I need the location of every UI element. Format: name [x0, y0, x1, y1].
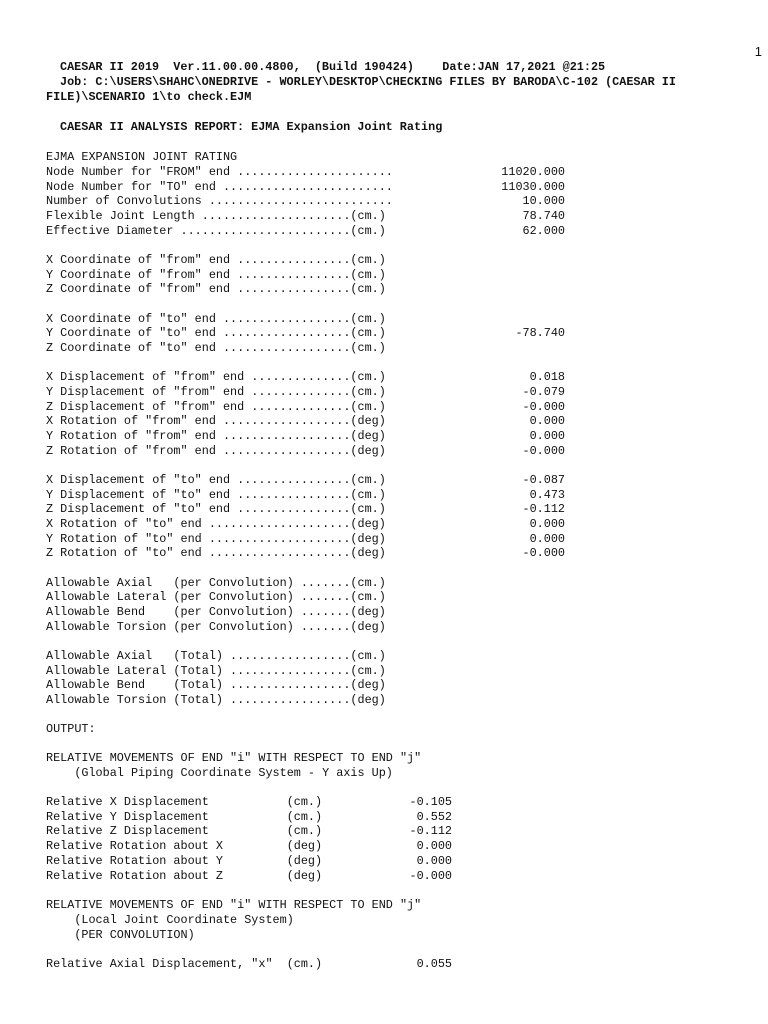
relative-global-subtitle: (Global Piping Coordinate System - Y axis Up): [46, 766, 393, 780]
relative-local-title: RELATIVE MOVEMENTS OF END "i" WITH RESPECT TO END "j": [46, 898, 422, 912]
rating-row-label: Allowable Bend (per Convolution) .......(deg): [46, 605, 386, 619]
rating-row-value: 0.000: [529, 532, 565, 546]
rating-row-label: X Coordinate of "to" end ..................(cm.): [46, 312, 386, 326]
rating-row-label: X Rotation of "to" end ....................(deg): [46, 517, 386, 531]
rating-row-value: 10.000: [522, 194, 565, 208]
relative-global-row-value: -0.000: [409, 869, 452, 883]
rating-row-label: Flexible Joint Length .....................(cm.): [46, 209, 386, 223]
relative-global-row-value: -0.105: [409, 795, 452, 809]
rating-row-label: X Displacement of "to" end ................(cm.): [46, 473, 386, 487]
rating-row-label: Y Displacement of "from" end ..............(cm.): [46, 385, 386, 399]
relative-global-row-value: 0.552: [416, 810, 452, 824]
section-title: EJMA EXPANSION JOINT RATING: [46, 150, 238, 164]
relative-global-row-label: Relative Y Displacement (cm.): [46, 810, 323, 824]
rating-row-label: Allowable Axial (Total) .................(cm.): [46, 649, 386, 663]
relative-global-row-value: 0.000: [416, 839, 452, 853]
relative-global-row-label: Relative Z Displacement (cm.): [46, 824, 323, 838]
rating-row-label: Allowable Bend (Total) .................(deg): [46, 678, 386, 692]
rating-row-value: -0.000: [522, 400, 565, 414]
header-job-line: Job: C:\USERS\SHAHC\ONEDRIVE - WORLEY\DESKTOP\CHECKING FILES BY BARODA\C-102 (CAESAR II: [60, 75, 676, 89]
relative-local-row-value: 0.055: [416, 957, 452, 971]
relative-local-subtitle-2: (PER CONVOLUTION): [46, 928, 195, 942]
rating-row-value: 62.000: [522, 224, 565, 238]
rating-row-label: Z Displacement of "to" end ................(cm.): [46, 502, 386, 516]
rating-row-value: 0.000: [529, 429, 565, 443]
rating-row-value: -78.740: [515, 326, 565, 340]
rating-row-label: Number of Convolutions ..........................: [46, 194, 393, 208]
relative-global-row-value: -0.112: [409, 824, 452, 838]
rating-row-value: 11030.000: [501, 180, 565, 194]
rating-row-label: X Displacement of "from" end ..............(cm.): [46, 370, 386, 384]
rating-row-value: -0.079: [522, 385, 565, 399]
rating-row-value: -0.000: [522, 444, 565, 458]
rating-row-label: Allowable Torsion (Total) .................(deg): [46, 693, 386, 707]
report-title: CAESAR II ANALYSIS REPORT: EJMA Expansion Joint Rating: [60, 120, 443, 134]
rating-row-label: Z Rotation of "from" end ..................(deg): [46, 444, 386, 458]
rating-row-label: Y Coordinate of "from" end ................(cm.): [46, 268, 386, 282]
rating-row-label: Effective Diameter ........................(cm.): [46, 224, 386, 238]
rating-row-value: 0.018: [529, 370, 565, 384]
rating-row-value: -0.087: [522, 473, 565, 487]
rating-row-label: Y Coordinate of "to" end ..................(cm.): [46, 326, 386, 340]
rating-row-label: X Coordinate of "from" end ................(cm.): [46, 253, 386, 267]
rating-row-label: X Rotation of "from" end ..................(deg): [46, 414, 386, 428]
page-number: 1: [754, 44, 762, 59]
rating-row-label: Y Displacement of "to" end ................(cm.): [46, 488, 386, 502]
rating-row-label: Allowable Lateral (Total) .................(cm.): [46, 664, 386, 678]
header-job-line-cont: FILE)\SCENARIO 1\to check.EJM: [46, 90, 252, 104]
relative-global-row-label: Relative X Displacement (cm.): [46, 795, 323, 809]
rating-row-label: Y Rotation of "to" end ....................(deg): [46, 532, 386, 546]
relative-global-row-label: Relative Rotation about X (deg): [46, 839, 323, 853]
rating-row-label: Node Number for "FROM" end ......................: [46, 165, 393, 179]
rating-row-value: -0.000: [522, 546, 565, 560]
rating-row-label: Z Coordinate of "from" end ................(cm.): [46, 282, 386, 296]
relative-global-title: RELATIVE MOVEMENTS OF END "i" WITH RESPECT TO END "j": [46, 751, 422, 765]
output-label: OUTPUT:: [46, 722, 96, 736]
relative-global-row-label: Relative Rotation about Y (deg): [46, 854, 323, 868]
rating-row-label: Y Rotation of "from" end ..................(deg): [46, 429, 386, 443]
rating-row-label: Allowable Axial (per Convolution) .......(cm.): [46, 576, 386, 590]
rating-row-value: 0.473: [529, 488, 565, 502]
rating-row-value: -0.112: [522, 502, 565, 516]
rating-row-value: 0.000: [529, 517, 565, 531]
rating-row-label: Allowable Torsion (per Convolution) .......(deg): [46, 620, 386, 634]
rating-row-value: 0.000: [529, 414, 565, 428]
header-program-line: CAESAR II 2019 Ver.11.00.00.4800, (Build 190424) Date:JAN 17,2021 @21:25: [60, 60, 606, 74]
rating-row-label: Z Displacement of "from" end ..............(cm.): [46, 400, 386, 414]
rating-row-label: Z Coordinate of "to" end ..................(cm.): [46, 341, 386, 355]
rating-row-label: Z Rotation of "to" end ....................(deg): [46, 546, 386, 560]
relative-local-subtitle: (Local Joint Coordinate System): [46, 913, 294, 927]
relative-local-row-label: Relative Axial Displacement, "x" (cm.): [46, 957, 323, 971]
rating-row-label: Allowable Lateral (per Convolution) .......(cm.): [46, 590, 386, 604]
relative-global-row-value: 0.000: [416, 854, 452, 868]
rating-row-value: 11020.000: [501, 165, 565, 179]
rating-row-value: 78.740: [522, 209, 565, 223]
relative-global-row-label: Relative Rotation about Z (deg): [46, 869, 323, 883]
rating-row-label: Node Number for "TO" end ........................: [46, 180, 393, 194]
